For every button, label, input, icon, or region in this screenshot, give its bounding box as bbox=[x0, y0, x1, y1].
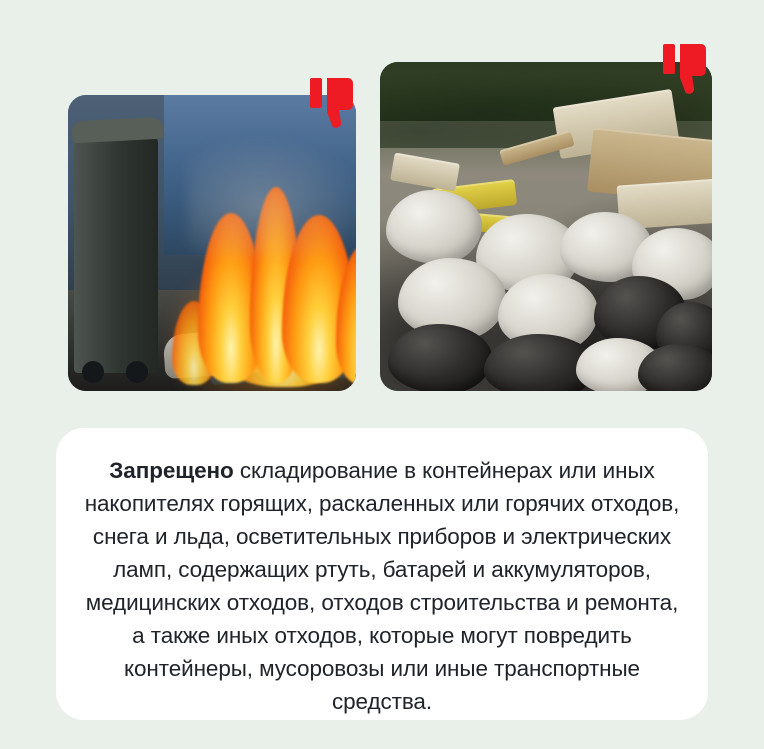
photo-construction-waste-pile bbox=[380, 62, 712, 391]
photo-left-green-bin bbox=[74, 133, 158, 373]
notice-text bbox=[84, 454, 680, 718]
photo-left-bin-lid bbox=[71, 117, 164, 144]
notice-card bbox=[56, 428, 708, 720]
photo-left-smoke bbox=[188, 135, 356, 255]
photo-left-bin-wheel bbox=[82, 361, 104, 383]
photo-right-white-bag bbox=[386, 190, 482, 264]
thumbs-down-icon bbox=[310, 78, 354, 136]
notice-lead: Запрещено bbox=[109, 458, 234, 483]
notice-body: складирование в контейнерах или иных накопителях горящих, раскаленных или горячих отходов, снега и льда, осветительных приборов и электрических ламп, содержащих ртуть, батарей и аккумуляторов, медицинских отходов, отходов строительства и ремонта, а также иных отходов, которые могут повредить контейнеры, мусоровозы или иные транспортные средства. bbox=[84, 458, 680, 714]
photo-left-bin-wheel bbox=[126, 361, 148, 383]
photo-right-black-bag bbox=[388, 324, 492, 391]
photo-burning-waste-container bbox=[68, 95, 356, 391]
thumbs-down-icon bbox=[663, 44, 707, 102]
